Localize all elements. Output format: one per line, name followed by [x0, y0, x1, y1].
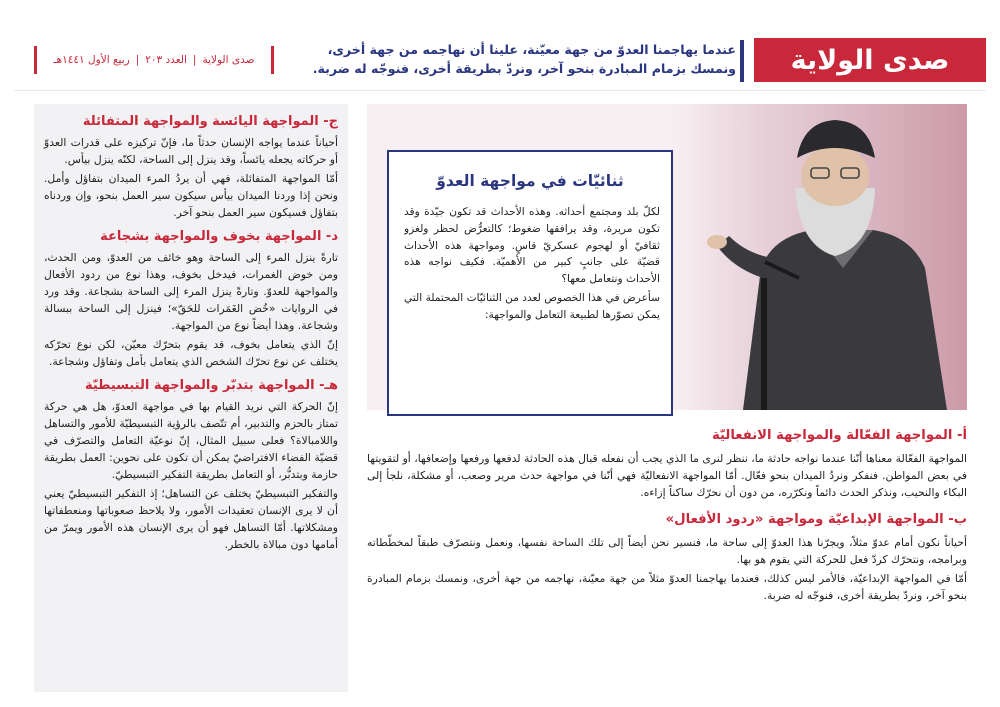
publication-logo — [754, 38, 986, 82]
left-column — [34, 104, 348, 692]
section-b-title: ب- المواجهة الإبداعيّة ومواجهة «ردود الأفعال» — [665, 511, 967, 527]
section-d-body-2: إنّ الذي يتعامل بخوف، قد يقوم بتحرّك معيّن، لكن نوع تحرّكه يختلف عن نوع تحرّك الشخص الذي يتعامل بأمل وتفاؤل وشجاعة. — [44, 338, 338, 368]
intro-paragraph-1: لكلّ بلد ومجتمع أحداثه. وهذه الأحداث قد تكون جيّدة وقد تكون مريرة، وقد يرافقها ضغوط؛ كالتعرُّض لحظر ولغزو ثقافيّ أو لهجوم عسكريّ قاسٍ. ومواجهة هذه الأحداث قضيّة على جانبٍ كبير من الأهميّة. فكيف نواجه هذه الأحداث ونتعامل معها؟ — [404, 206, 660, 286]
speaker-photo — [703, 118, 953, 410]
article-title: ثنائيّات في مواجهة العدوّ — [436, 172, 624, 190]
section-e-body: إنّ الحركة التي نريد القيام بها في مواجهة العدوّ، هل هي حركة تمتاز بالحزم والتدبير، أم تتّصف بالرؤية التبسيطيّة للأمور والتساهل واللامبالاة؟ فعلى سبيل المثال، إنّ نوعيّة التعامل والتصرّف في قضيّة الفضاء الافتراضيّ يمكن أن تكون على نحوين: العمل بطريقة حازمة وبتدبُّر، أو التعامل بطريقة التفكير التبسيطيّ. — [44, 400, 338, 481]
logo-text: صدى الولاية — [790, 44, 950, 76]
meta-issue: العدد ٢٠٣ — [145, 54, 187, 66]
header-quote-line-1: عندما يهاجمنا العدوّ من جهة معيّنة، علينا أن نهاجمه من جهة أخرى، — [327, 42, 736, 57]
meta-publication: صدى الولاية — [202, 54, 255, 66]
header-quote — [290, 40, 736, 82]
header-rule — [14, 90, 986, 91]
issue-meta — [34, 50, 274, 70]
header-divider — [740, 40, 744, 82]
meta-separator: | — [135, 54, 140, 66]
section-c — [44, 112, 338, 221]
section-d-title: د- المواجهة بخوف والمواجهة بشجاعة — [100, 229, 338, 244]
header-quote-line-2: ونمسك بزمام المبادرة بنحو آخر، ونردّ بطريقة أخرى، فنوجّه له ضربة. — [312, 61, 736, 76]
section-a-body: المواجهة الفعّالة معناها أنّنا عندما نواجه حادثة ما، ننظر لنرى ما الذي يجب أن نفعله قبال هذه الحادثة لدفعها ورفعها وإضعافها، أو لتقويتها في بعض المواطن. فنفكر ونردُ الميدان بنحو فعّال. أمّا المواجهة الانفعاليّة فهي أنّنا في مواجهة حدث مرير وصعب، أو مشكلة، نلجأ إلى البكاء والنحيب، ونذكر الحدث دائماً ونكرّره، من دون أن نحرّك ساكناً إزاءه. — [367, 452, 967, 500]
intro-paragraph-2: سأعرض في هذا الخصوص لعدد من الثنائيّات المحتملة التي يمكن تصوّرها لطبيعة التعامل والمواجهة: — [404, 291, 660, 321]
meta-date: ربيع الأول ١٤٤١هـ — [53, 54, 130, 66]
right-bottom-column — [367, 426, 967, 696]
section-c-title: ج- المواجهة اليائسة والمواجهة المتفائلة — [82, 114, 338, 129]
section-c-body: أحياناً عندما يواجه الإنسان حدثاً ما، فإنّ تركيزه على قدرات العدوّ أو حركاته يجعله يائساً، وقد ينزل إلى الساحة، لكنّه ينزل بيأس. — [44, 136, 338, 166]
section-a — [367, 426, 967, 502]
section-e-body-2: والتفكير التبسيطيّ يختلف عن التساهل؛ إذ التفكير التبسيطيّ يعني أن لا يرى الإنسان تعقيدات الأمور، ولا يلاحظ صعوباتها ومنعطفاتها ومشكلاتها. أمّا التساهل فهو أن يرى الإنسان هذه الأمور ويمرّ من أمامها دون مبالاة بالخطر. — [44, 487, 338, 551]
section-d-body: تارةً ينزل المرء إلى الساحة وهو خائف من العدوّ، ومن الحدث، ومن خوض الغمرات، فيدخل بخوف، وهذا نوع من ردود الأفعال والمواجهة للعدوّ. وتارةً ينزل المرء إلى الساحة بشجاعة. وقد ورد في الروايات «خُض الغَمَرات للحَقّ»؛ فينزل إلى الساحة ببسالة وشجاعة. وهذا أيضاً نوع من المواجهة. — [44, 251, 338, 332]
section-e-title: هـ- المواجهة بتدبّر والمواجهة التبسيطيّة — [84, 378, 338, 393]
meta-separator: | — [192, 54, 197, 66]
section-b — [367, 510, 967, 605]
section-a-title: أ- المواجهة الفعّالة والمواجهة الانفعاليّة — [712, 428, 967, 443]
section-e — [44, 376, 338, 553]
intro-text — [404, 204, 660, 404]
section-c-body-2: أمّا المواجهة المتفائلة، فهي أن يردُ المرء الميدان بتفاؤل وأمل. ونحن إذا وردنا الميدان بيأس سيكون سير العمل بنحو، وإن وردناه بتفاؤل فسيكون سير العمل بنحو آخر. — [44, 172, 338, 219]
section-b-body-2: أمّا في المواجهة الإبداعيّة، فالأمر ليس كذلك، فعندما يهاجمنا العدوّ مثلاً من جهة معيّنة، نهاجمه من جهة أخرى، ونمسك بزمام المبادرة بنحو آخر، ونردّ بطريقة أخرى، فنوجّه له ضربة. — [367, 572, 967, 603]
section-d — [44, 227, 338, 370]
section-b-body: أحياناً نكون أمام عدوّ مثلاً، ويجرّنا هذا العدوّ إلى ساحة ما، فنسير نحن أيضاً إلى تلك الساحة نفسها، ونعمل ونتصرّف طبقاً لمخطّطاته وبرامجه، ونتحرّك كردّ فعل للحركة التي يقوم هو بها. — [367, 535, 967, 566]
